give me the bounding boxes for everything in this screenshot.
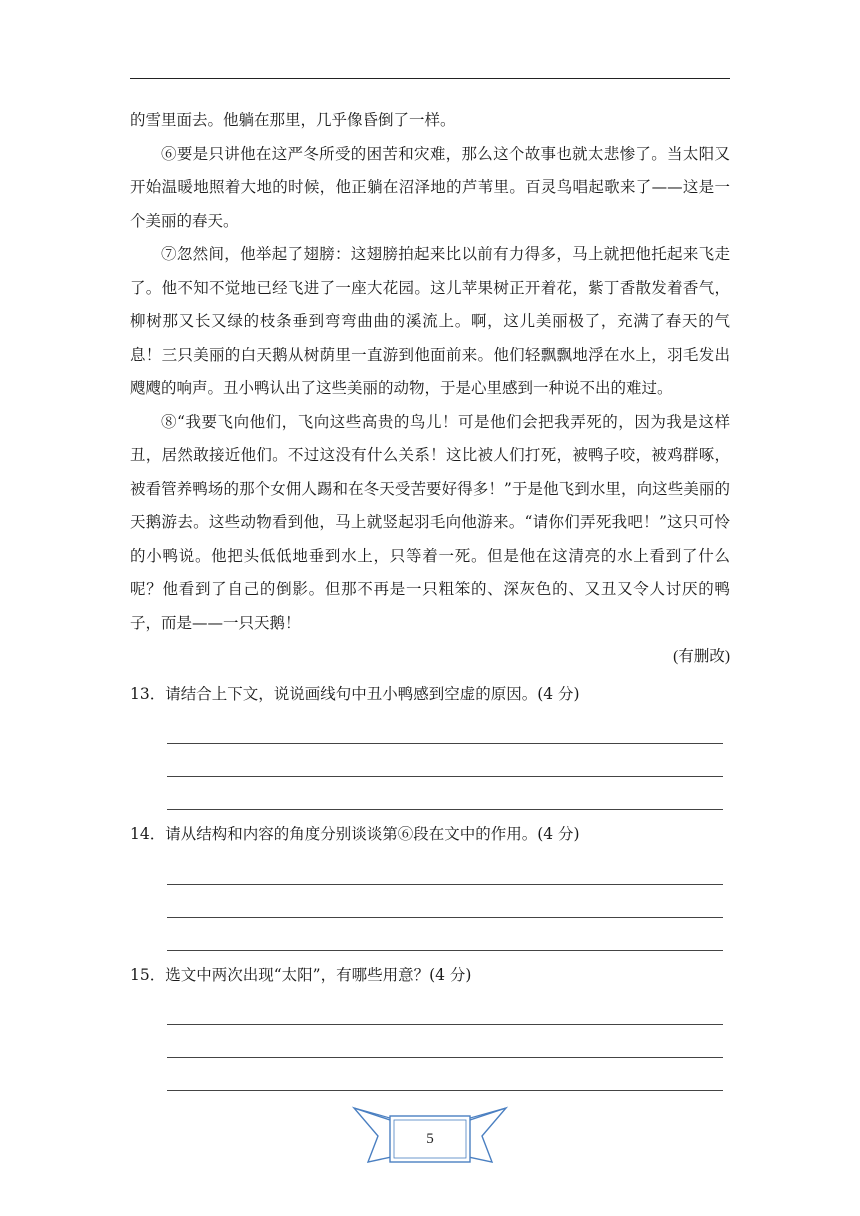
- header-rule: [130, 78, 730, 79]
- page-number: 5: [426, 1131, 434, 1147]
- answer-line[interactable]: [167, 777, 723, 810]
- passage-paragraph-8: ⑧“我要飞向他们，飞向这些高贵的鸟儿！可是他们会把我弄死的，因为我是这样丑，居然敢接近他们。不过这没有什么关系！这比被人们打死，被鸭子咬，被鸡群啄，被看管养鸭场的那个女佣人踢和在冬天受苦要好得多！”于是他飞到水里，向这些美丽的天鹅游去。这些动物看到他，马上就竖起羽毛向他游来。“请你们弄死我吧！”这只可怜的小鸭说。他把头低低地垂到水上，只等着一死。但是他在这清亮的水上看到了什么呢？他看到了自己的倒影。但那不再是一只粗笨的、深灰色的、又丑又令人讨厌的鸭子，而是——一只天鹅！: [130, 412, 730, 632]
- answer-line[interactable]: [167, 918, 723, 951]
- answer-area[interactable]: [167, 992, 723, 1091]
- answer-line[interactable]: [167, 1025, 723, 1058]
- answer-line[interactable]: [167, 992, 723, 1025]
- passage-paragraph-7: ⑦忽然间，他举起了翅膀：这翅膀拍起来比以前有力得多，马上就把他托起来飞走了。他不知不觉地已经飞进了一座大花园。这儿苹果树正开着花，紫丁香散发着香气，柳树那又长又绿的枝条垂到弯弯曲曲的溪流上。啊，这儿美丽极了，充满了春天的气息！三只美丽的白天鹅从树荫里一直游到他面前来。他们轻飘飘地浮在水上，羽毛发出飕飕的响声。丑小鸭认出了这些美丽的动物，于是心里感到一种说不出的难过。: [130, 245, 730, 397]
- answer-line[interactable]: [167, 852, 723, 885]
- answer-area[interactable]: [167, 852, 723, 951]
- answer-area[interactable]: [167, 711, 723, 810]
- question-text: 14．请从结构和内容的角度分别谈谈第⑥段在文中的作用。(4 分): [130, 825, 580, 843]
- page-content: [130, 104, 730, 1099]
- passage-paragraph-6: ⑥要是只讲他在这严冬所受的困苦和灾难，那么这个故事也就太悲惨了。当太阳又开始温暖地照着大地的时候，他正躺在沼泽地的芦苇里。百灵鸟唱起歌来了——这是一个美丽的春天。: [130, 144, 730, 230]
- question-text: 15．选文中两次出现“太阳”，有哪些用意？(4 分): [130, 965, 472, 984]
- question-text: 13．请结合上下文，说说画线句中丑小鸭感到空虚的原因。(4 分): [130, 684, 580, 703]
- answer-line[interactable]: [167, 1058, 723, 1091]
- answer-line[interactable]: [167, 744, 723, 777]
- question-14: [130, 818, 730, 951]
- source-note: (有删改): [673, 648, 730, 665]
- question-13: [130, 678, 730, 811]
- passage-paragraph-continued: 的雪里面去。他躺在那里，几乎像昏倒了一样。: [130, 111, 456, 129]
- page-number-ribbon: [350, 1104, 510, 1166]
- answer-line[interactable]: [167, 711, 723, 744]
- answer-line[interactable]: [167, 885, 723, 918]
- question-15: [130, 959, 730, 1092]
